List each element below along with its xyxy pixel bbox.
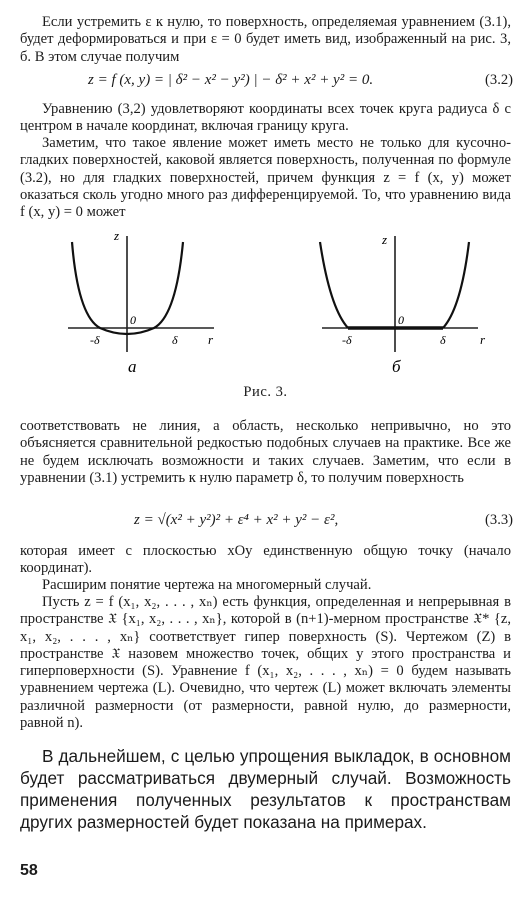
paragraph-continuation: соответствовать не линия, а область, несколько непривычно, но это объясняется сравнительной редкостью подобных случаев на практике. Все же не будем исключать возможности и таких случаев. Заметим, что если в уравнении (3.1) устремить к нулю параметр δ, то получим поверхность	[20, 418, 511, 486]
equation-3-2: z = f (x, y) = | δ² − x² − y²) | − δ² + x² + y² = 0.	[88, 72, 374, 88]
pos-delta-label-right: δ	[440, 333, 446, 347]
figure-3a	[68, 228, 214, 376]
paragraph-definition: Пусть z = f (x₁, x₂, . . . , xₙ) есть функция, определенная и непрерывная в пространстве 𝔛 {x₁, x₂, . . . , xₙ}, которой в (n+1)-мерном пространстве 𝔛* {z, x₁, x₂, . . . , xₙ} соответствует гипер поверхность (S). Чертежом (Z) в пространстве 𝔛 назовем множество точек, общих у этого пространства и гиперповерхности (S). Уравнение f (x₁, x₂, . . . , xₙ) = 0 будем называть уравнением чертежа (L). Очевидно, что чертеж (L) может включать элементы различной размерности (от размерности, равной нулю, до размерности, равной n).	[20, 594, 511, 732]
paragraph-xoy: которая имеет с плоскостью xOy единственную общую точку (начало координат).	[20, 543, 511, 577]
figure-3b	[320, 232, 486, 376]
paragraph-intro: Если устремить ε к нулю, то поверхность, определяемая уравнением (3.1), будет деформироваться и при ε = 0 будет иметь вид, изображенный на рис. 3, б. В этом случае получим	[20, 14, 511, 65]
curve-b-left	[320, 242, 348, 328]
sublabel-b: б	[392, 357, 401, 376]
curve-b-right	[443, 242, 469, 328]
neg-delta-label-right: -δ	[342, 333, 352, 347]
paragraph-remark: Заметим, что такое явление может иметь место не только для кусочно-гладких поверхностей, каковой является поверхность, полученная по формуле (3.2), но для гладких поверхностей, причем функция z = f (x, y) может оказаться сколь угодно много раз дифференцируемой. То, что уравнению вида f (x, y) = 0 может	[20, 135, 511, 221]
paragraph-circle: Уравнению (3,2) удовлетворяют координаты всех точек круга радиуса δ с центром в начале координат, включая границу круга.	[20, 101, 511, 135]
r-label-right: r	[480, 332, 486, 347]
page-number: 58	[20, 862, 38, 879]
figure-caption: Рис. 3.	[243, 384, 288, 400]
origin-label-right: 0	[398, 313, 404, 327]
sublabel-a: а	[128, 357, 137, 376]
z-label-right: z	[382, 232, 388, 247]
origin-label-left: 0	[130, 313, 136, 327]
z-label-left: z	[114, 228, 120, 243]
r-label-left: r	[208, 332, 214, 347]
pos-delta-label-left: δ	[172, 333, 178, 347]
equation-number-3-2: (3.2)	[485, 72, 513, 88]
figure-3	[0, 224, 531, 384]
equation-number-3-3: (3.3)	[485, 512, 513, 528]
paragraph-extension: Расширим понятие чертежа на многомерный случай.	[42, 577, 372, 593]
neg-delta-label-left: -δ	[90, 333, 100, 347]
paragraph-conclusion: В дальнейшем, с целью упрощения выкладок, в основном будет рассматриваться двумерный случай. Возможность применения полученных результатов к пространствам других размерностей будет показана на примерах.	[20, 746, 511, 832]
equation-3-3: z = √(x² + y²)² + ε⁴ + x² + y² − ε²,	[134, 512, 339, 528]
